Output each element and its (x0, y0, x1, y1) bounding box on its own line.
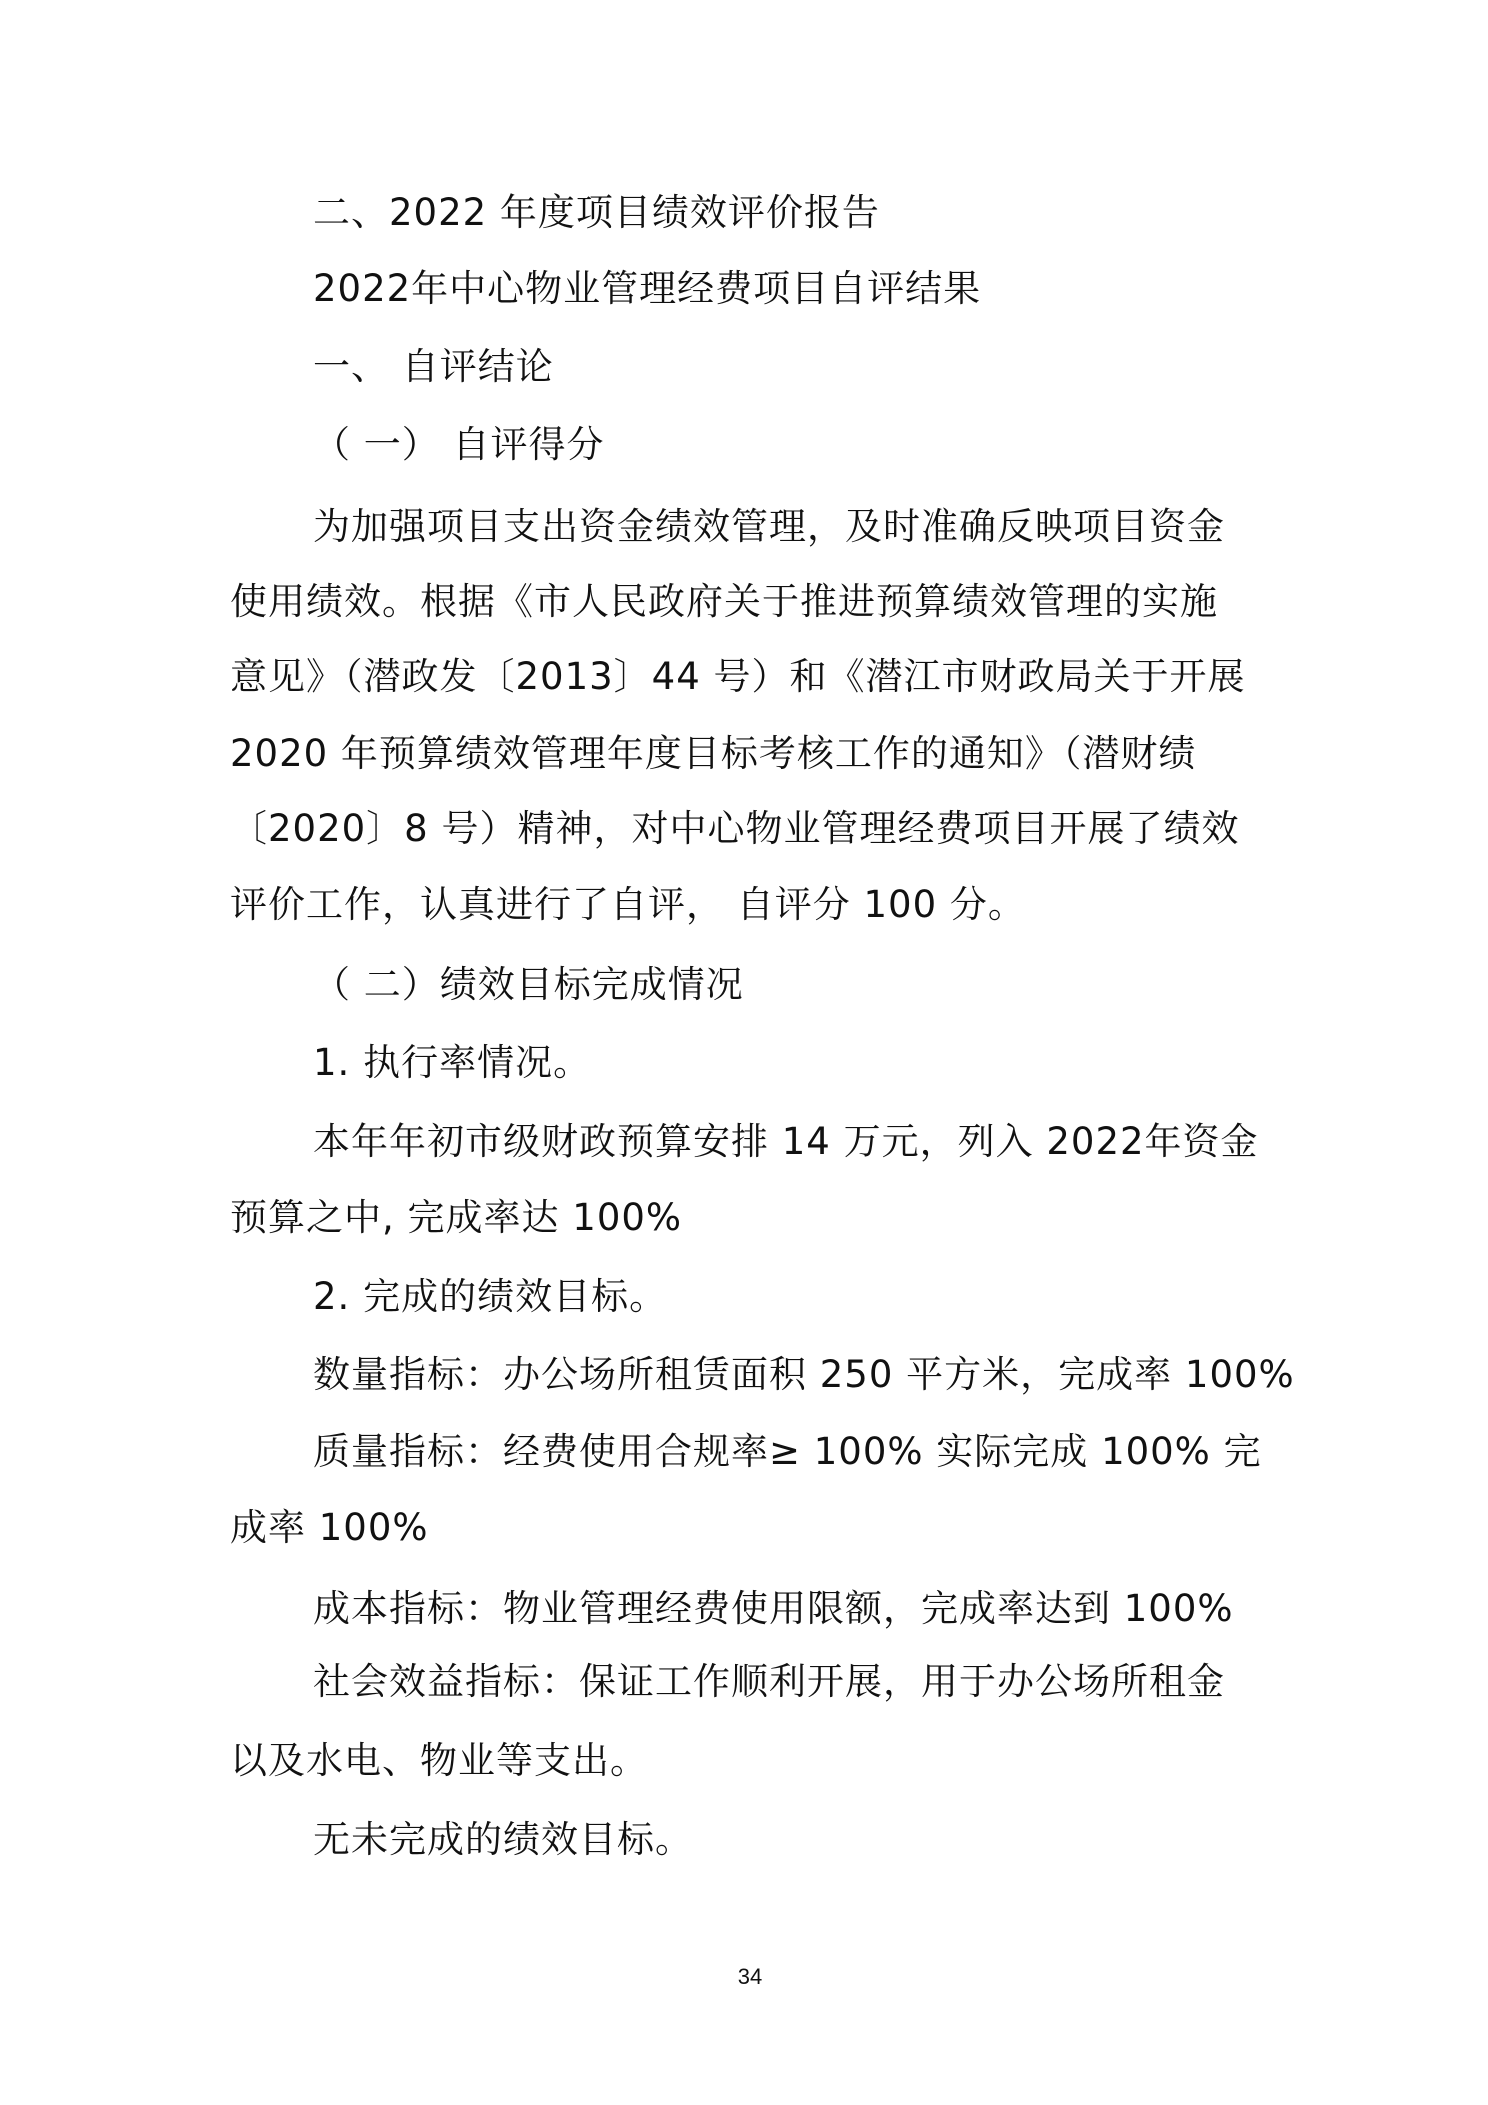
report-title: 2022年中心物业管理经费项目自评结果 (313, 267, 982, 310)
paragraph-line: 本年年初市级财政预算安排 14 万元，列入 2022年资金 (313, 1120, 1259, 1163)
paragraph-line: 无未完成的绩效目标。 (313, 1818, 693, 1861)
paragraph-line: 〔2020〕8 号）精神，对中心物业管理经费项目开展了绩效 (230, 807, 1240, 850)
subheading-score: （ 一） 自评得分 (313, 423, 605, 466)
section-heading: 二、2022 年度项目绩效评价报告 (313, 191, 880, 234)
paragraph-line: 使用绩效。根据《市人民政府关于推进预算绩效管理的实施 (230, 580, 1218, 623)
indicator-line: 社会效益指标：保证工作顺利开展，用于办公场所租金 (313, 1660, 1225, 1703)
paragraph-line: 评价工作，认真进行了自评， 自评分 100 分。 (230, 883, 1026, 926)
page-number: 34 (737, 1964, 763, 1989)
indicator-line: 以及水电、物业等支出。 (230, 1739, 648, 1782)
subheading-goals: （ 二）绩效目标完成情况 (313, 963, 744, 1006)
subheading-conclusion: 一、 自评结论 (313, 345, 554, 388)
indicator-line: 数量指标：办公场所租赁面积 250 平方米，完成率 100% (313, 1353, 1295, 1396)
paragraph-line: 意见》（潜政发〔2013〕44 号）和《潜江市财政局关于开展 (230, 655, 1246, 698)
item-heading: 1. 执行率情况。 (313, 1041, 592, 1084)
indicator-line: 成率 100% (230, 1506, 429, 1549)
indicator-line: 质量指标：经费使用合规率≥ 100% 实际完成 100% 完 (313, 1430, 1262, 1473)
indicator-line: 成本指标：物业管理经费使用限额，完成率达到 100% (313, 1587, 1234, 1630)
paragraph-line: 预算之中, 完成率达 100% (230, 1196, 683, 1239)
paragraph-line: 为加强项目支出资金绩效管理，及时准确反映项目资金 (313, 505, 1225, 548)
paragraph-line: 2020 年预算绩效管理年度目标考核工作的通知》（潜财绩 (230, 732, 1197, 775)
item-heading: 2. 完成的绩效目标。 (313, 1275, 668, 1318)
